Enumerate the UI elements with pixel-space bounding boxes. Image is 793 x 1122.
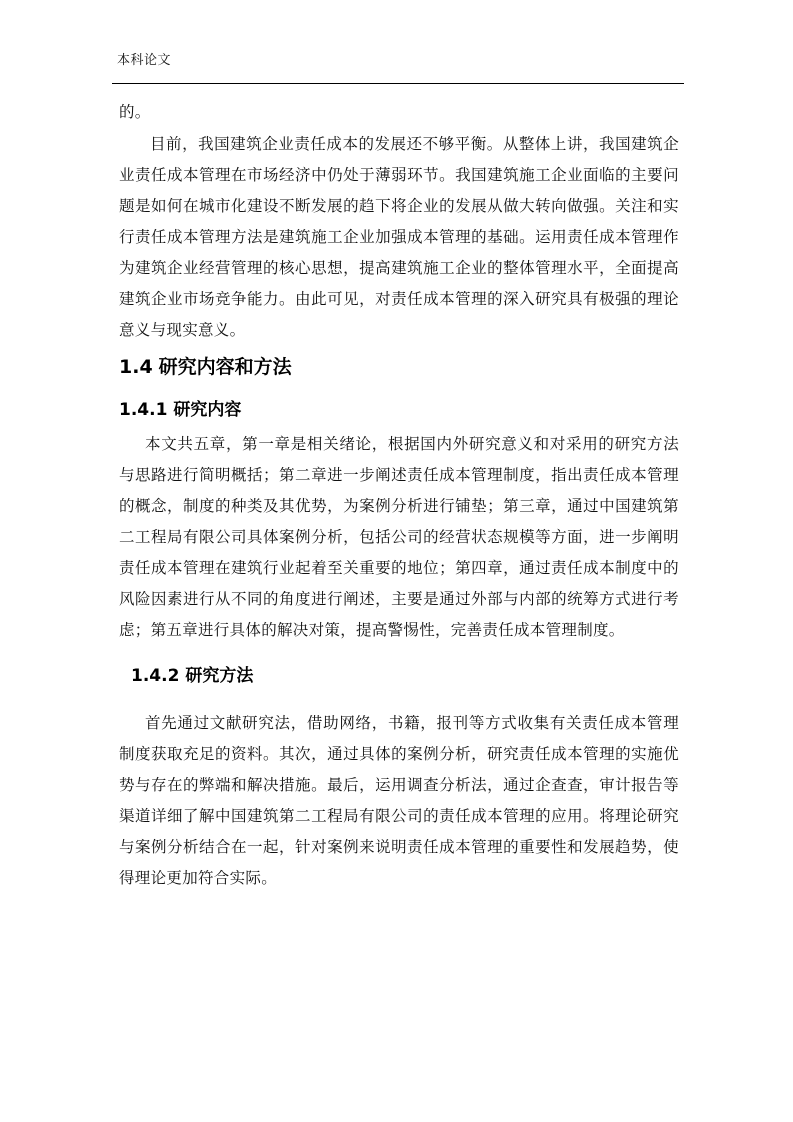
section-heading-1-4 xyxy=(119,352,292,382)
section-number: 1.4.2 xyxy=(131,666,180,686)
paragraph-research-method: 首先通过文献研究法，借助网络，书籍，报刊等方式收集有关责任成本管理制度获取充足的资料。其次，通过具体的案例分析，研究责任成本管理的实施优势与存在的弊端和解决措施。最后，运用调查分析法，通过企查查，审计报告等渠道详细了解中国建筑第二工程局有限公司的责任成本管理的应用。将理论研究与案例分析结合在一起，针对案例来说明责任成本管理的重要性和发展趋势，使得理论更加符合实际。 xyxy=(119,714,679,887)
section-title: 研究内容 xyxy=(173,400,242,420)
header-divider xyxy=(112,83,684,84)
paragraph-continuation: 的。 xyxy=(119,103,151,121)
section-heading-1-4-1 xyxy=(119,396,241,424)
section-number: 1.4.1 xyxy=(119,400,168,420)
section-title: 研究方法 xyxy=(185,666,254,686)
section-heading-1-4-2 xyxy=(131,662,253,690)
section-title: 研究内容和方法 xyxy=(158,356,292,378)
section-number: 1.4 xyxy=(119,356,153,378)
page-header: 本科论文 xyxy=(117,53,172,68)
paragraph-research-content: 本文共五章，第一章是相关绪论，根据国内外研究意义和对采用的研究方法与思路进行简明概括；第二章进一步阐述责任成本管理制度，指出责任成本管理的概念，制度的种类及其优势，为案例分析进行铺垫；第三章，通过中国建筑第二工程局有限公司具体案例分析，包括公司的经营状态规模等方面，进一步阐明责任成本管理在建筑行业起着至关重要的地位；第四章，通过责任成本制度中的风险因素进行从不同的角度进行阐述，主要是通过外部与内部的统筹方式进行考虑；第五章进行具体的解决对策，提高警惕性，完善责任成本管理制度。 xyxy=(119,435,679,639)
paragraph-significance: 目前，我国建筑企业责任成本的发展还不够平衡。从整体上讲，我国建筑企业责任成本管理在市场经济中仍处于薄弱环节。我国建筑施工企业面临的主要问题是如何在城市化建设不断发展的趋下将企业的发展从做大转向做强。关注和实行责任成本管理方法是建筑施工企业加强成本管理的基础。运用责任成本管理作为建筑企业经营管理的核心思想，提高建筑施工企业的整体管理水平，全面提高建筑企业市场竞争能力。由此可见，对责任成本管理的深入研究具有极强的理论意义与现实意义。 xyxy=(119,135,679,339)
